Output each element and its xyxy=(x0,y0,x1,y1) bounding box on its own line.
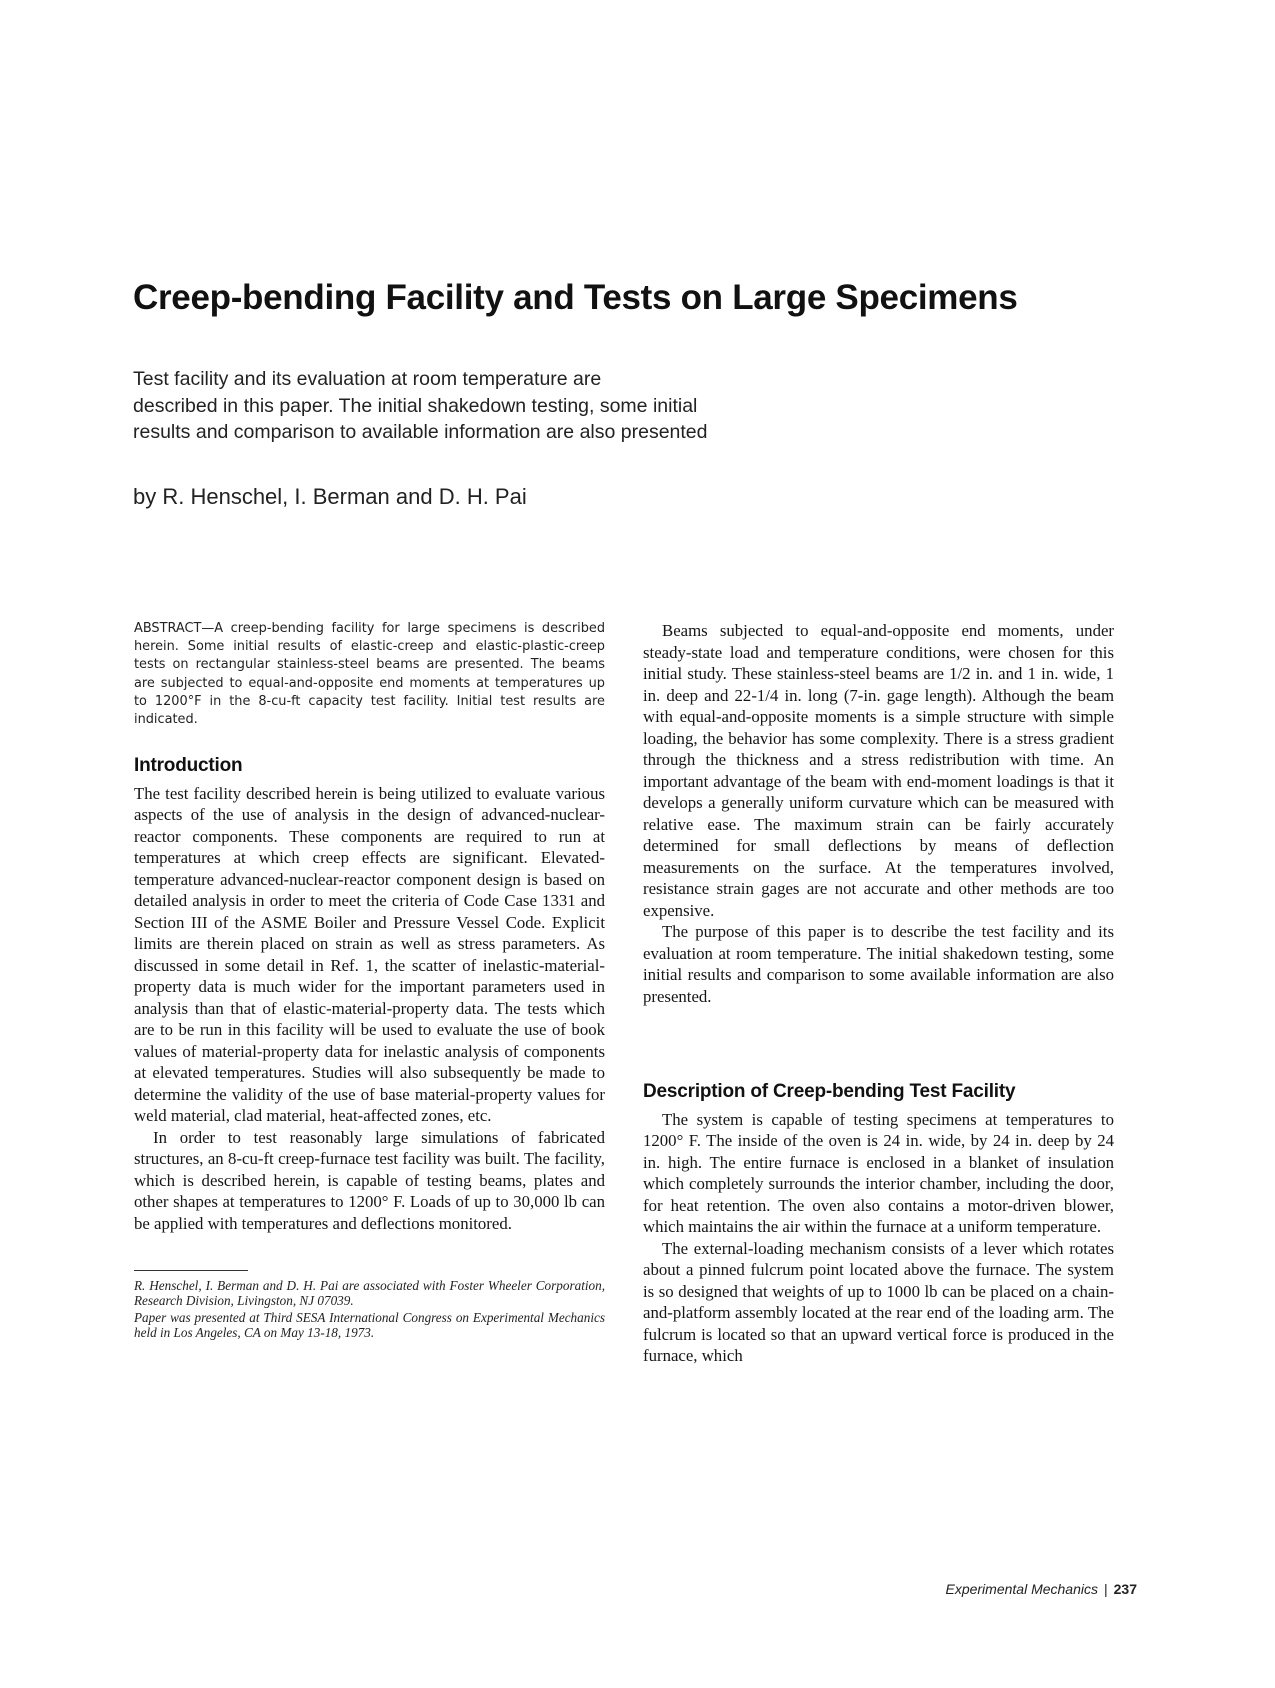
subtitle-line: Test facility and its evaluation at room temperature are xyxy=(133,368,602,390)
right-column xyxy=(643,620,1114,1367)
article-title: Creep-bending Facility and Tests on Large Specimens xyxy=(133,278,1018,317)
page-number: 237 xyxy=(1113,1581,1137,1597)
subtitle-line: results and comparison to available information are also presented xyxy=(133,421,708,443)
left-column xyxy=(134,620,605,1342)
footer-separator: | xyxy=(1104,1581,1108,1597)
footnote-presentation: Paper was presented at Third SESA International Congress on Experimental Mechanics held in Los Angeles, CA on May 13-18, 1973. xyxy=(134,1309,605,1340)
subtitle-line: described in this paper. The initial shakedown testing, some initial xyxy=(133,394,698,417)
page-footer xyxy=(945,1581,1137,1597)
section-heading-introduction: Introduction xyxy=(134,755,243,777)
paragraph: The purpose of this paper is to describe the test facility and its evaluation at room temperature. The initial shakedown testing, some initial results and comparison to some available information are also presented. xyxy=(643,922,1114,1006)
paragraph: The system is capable of testing specimens at temperatures to 1200° F. The inside of the oven is 24 in. wide, by 24 in. deep by 24 in. high. The entire furnace is enclosed in a blanket of insulation which completely surrounds the interior chamber, including the door, for heat retention. The oven also contains a motor-driven blower, which maintains the air within the furnace at a uniform temperature. xyxy=(643,1109,1114,1236)
footnote-affiliation: R. Henschel, I. Berman and D. H. Pai are associated with Foster Wheeler Corporation, Research Division, Livingston, NJ 07039. xyxy=(134,1278,605,1309)
paragraph: Beams subjected to equal-and-opposite end moments, under steady-state load and temperature conditions, were chosen for this initial study. These stainless-steel beams are 1/2 in. and 1 in. wide, 1 in. deep and 22-1/4 in. long (7-in. gage length). Although the beam with equal-and-opposite moments is a simple structure with simple loading, the behavior has some complexity. There is a stress gradient through the thickness and a stress redistribution with time. An important advantage of the beam with end-moment loadings is that it develops a generally uniform curvature which can be measured with relative ease. The maximum strain can be fairly accurately determined for small deflections by means of deflection measurements on the surface. At the temperatures involved, resistance strain gages are not accurate and other methods are too expensive. xyxy=(643,621,1114,920)
author-byline: by R. Henschel, I. Berman and D. H. Pai xyxy=(133,484,527,509)
paragraph: The test facility described herein is being utilized to evaluate various aspects of the use of analysis in the design of advanced-nuclear-reactor components. These components are required to run at temperatures at which creep effects are significant. Elevated-temperature advanced-nuclear-reactor component design is based on detailed analysis in order to meet the criteria of Code Case 1331 and Section III of the ASME Boiler and Pressure Vessel Code. Explicit limits are therein placed on strain as well as stress parameters. As discussed in some detail in Ref. 1, the scatter of inelastic-material-property data is much wider for the important parameters used in analysis than that of elastic-material-property data. The tests which are to be run in this facility will be used to evaluate the use of book values of material-property data for inelastic analysis of components at elevated temperatures. Studies will also subsequently be made to determine the validity of the use of base material-property values for weld material, clad material, heat-affected zones, etc. xyxy=(134,783,605,1126)
paragraph: The external-loading mechanism consists of a lever which rotates about a pinned fulcrum point located above the furnace. The system is so designed that weights of up to 1000 lb can be placed on a chain-and-platform assembly located at the rear end of the loading arm. The fulcrum is located so that an upward vertical force is produced in the furnace, which xyxy=(643,1238,1114,1365)
section-spacer xyxy=(643,1007,1114,1081)
footnote-divider xyxy=(134,1270,248,1271)
section-heading-description: Description of Creep-bending Test Facility xyxy=(643,1081,1016,1102)
abstract: ABSTRACT—A creep-bending facility for large specimens is described herein. Some initial results of elastic-creep and elastic-plastic-creep tests on rectangular stainless-steel beams are presented. The beams are subjected to equal-and-opposite end moments at temperatures up to 1200°F in the 8-cu-ft capacity test facility. Initial test results are indicated. xyxy=(134,621,605,728)
journal-name: Experimental Mechanics xyxy=(945,1581,1098,1597)
article-subtitle xyxy=(133,366,793,446)
paragraph: In order to test reasonably large simulations of fabricated structures, an 8-cu-ft creep-furnace test facility was built. The facility, which is described herein, is capable of testing beams, plates and other shapes at temperatures to 1200° F. Loads of up to 30,000 lb can be applied with temperatures and deflections monitored. xyxy=(134,1127,605,1233)
